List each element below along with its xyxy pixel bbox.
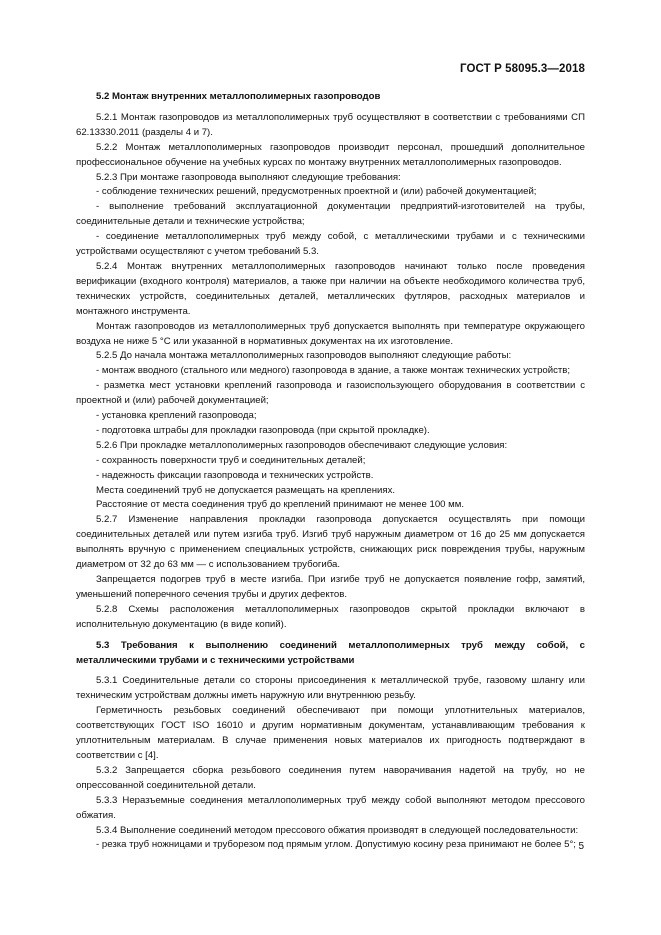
paragraph-5-2-6: 5.2.6 При прокладке металлополимерных газопроводов обеспечивают следующие условия: <box>96 439 508 451</box>
list-item: - соединение металлополимерных труб между собой, с металлическими трубами и с техническими устройствами осуществляют с учетом требований 5.3. <box>76 231 585 258</box>
page-number: 5 <box>578 841 584 852</box>
paragraph-5-2-8: 5.2.8 Схемы расположения металлополимерных газопроводов скрытой прокладки включают в исполнительную документацию (в виде копий). <box>76 603 585 630</box>
paragraph-5-2-4-temperature: Монтаж газопроводов из металлополимерных труб допускается выполнять при температуре окружающего воздуха не ниже 5 °С или указанной в нормативных документах на их изготовление. <box>76 320 585 347</box>
list-item: - разметка мест установки креплений газопровода и газоиспользующего оборудования в соответствии с проектной и (или) рабочей документацией; <box>76 380 585 407</box>
list-item: - выполнение требований эксплуатационной документации предприятий-изготовителей на трубы, соединительные детали и технические устройства; <box>76 201 585 228</box>
paragraph-5-3-3: 5.3.3 Неразъемные соединения металлополимерных труб между собой выполняют методом прессового обжатия. <box>76 794 585 821</box>
paragraph-5-3-1: 5.3.1 Соединительные детали со стороны присоединения к металлической трубе, газовому шлангу или техническим устройствам должны иметь наружную или внутреннюю резьбу. <box>76 675 585 702</box>
paragraph-5-2-5: 5.2.5 До начала монтажа металлополимерных газопроводов выполняют следующие работы: <box>96 350 512 362</box>
paragraph-5-2-2: 5.2.2 Монтаж металлополимерных газопроводов производит персонал, прошедший дополнительное профессиональное обучение на учебных курсах по монтажу внутренних металлополимерных газопроводов. <box>76 141 585 168</box>
paragraph-5-2-3: 5.2.3 При монтаже газопровода выполняют следующие требования: <box>96 171 401 183</box>
list-item: - соблюдение технических решений, предусмотренных проектной и (или) рабочей документацией; <box>96 186 537 198</box>
list-item: - резка труб ножницами и труборезом под прямым углом. Допустимую косину реза принимают не более 5°; <box>96 839 576 851</box>
paragraph-5-2-7: 5.2.7 Изменение направления прокладки газопровода допускается осуществлять при помощи соединительных деталей или путем изгиба труб. Изгиб труб наружным диаметром от 16 до 25 мм допускается выполнять вручную с применением специальных устройств, снижающих риск повреждения трубы, наружным диаметром от 32 до 63 мм — с использованием трубогиба. <box>76 514 585 571</box>
list-item: - установка креплений газопровода; <box>96 410 257 422</box>
list-item: - надежность фиксации газопровода и технических устройств. <box>96 469 374 481</box>
document-code: ГОСТ Р 58095.3—2018 <box>460 63 585 75</box>
paragraph-5-2-6-distance: Расстояние от места соединения труб до креплений принимают не менее 100 мм. <box>96 499 465 511</box>
paragraph-5-2-7-heating: Запрещается подогрев труб в месте изгиба. При изгибе труб не допускается появление гофр, замятий, уменьшений поперечного сечения трубы и других дефектов. <box>76 574 585 600</box>
paragraph-5-2-1: 5.2.1 Монтаж газопроводов из металлополимерных труб осуществляют в соответствии с требованиями СП 62.13330.2011 (разделы 4 и 7). <box>76 111 585 138</box>
paragraph-5-2-6-joints: Места соединений труб не допускается размещать на креплениях. <box>96 484 396 496</box>
paragraph-5-3-1-sealing: Герметичность резьбовых соединений обеспечивают при помощи уплотнительных материалов, соответствующих ГОСТ ISO 16010 и другим нормативным документам, устанавливающим требования к уплотнительным материалам. В случае применения новых материалов их пригодность подтверждают в соответствии с [4]. <box>76 705 585 761</box>
document-body <box>76 90 585 853</box>
list-item: - подготовка штрабы для прокладки газопровода (при скрытой прокладке). <box>96 424 430 436</box>
paragraph-5-3-2: 5.3.2 Запрещается сборка резьбового соединения путем наворачивания надетой на трубу, но не опрессованной соединительной детали. <box>76 764 585 791</box>
section-5-3-title: 5.3 Требования к выполнению соединений металлополимерных труб между собой, с металлическими трубами и с техническими устройствами <box>76 639 585 666</box>
list-item: - сохранность поверхности труб и соединительных деталей; <box>96 454 366 466</box>
list-item: - монтаж вводного (стального или медного) газопровода в здание, а также монтаж технических устройств; <box>96 365 571 377</box>
section-5-2-title: 5.2 Монтаж внутренних металлополимерных газопроводов <box>96 91 381 102</box>
paragraph-5-3-4: 5.3.4 Выполнение соединений методом прессового обжатия производят в следующей последовательности: <box>96 824 579 836</box>
paragraph-5-2-4: 5.2.4 Монтаж внутренних металлополимерных газопроводов начинают только после проведения верификации (входного контроля) материалов, а также при наличии на объекте необходимого количества труб, технических устройств, соединительных деталей, металлических футляров, расходных материалов и монтажного инструмента. <box>76 260 585 317</box>
